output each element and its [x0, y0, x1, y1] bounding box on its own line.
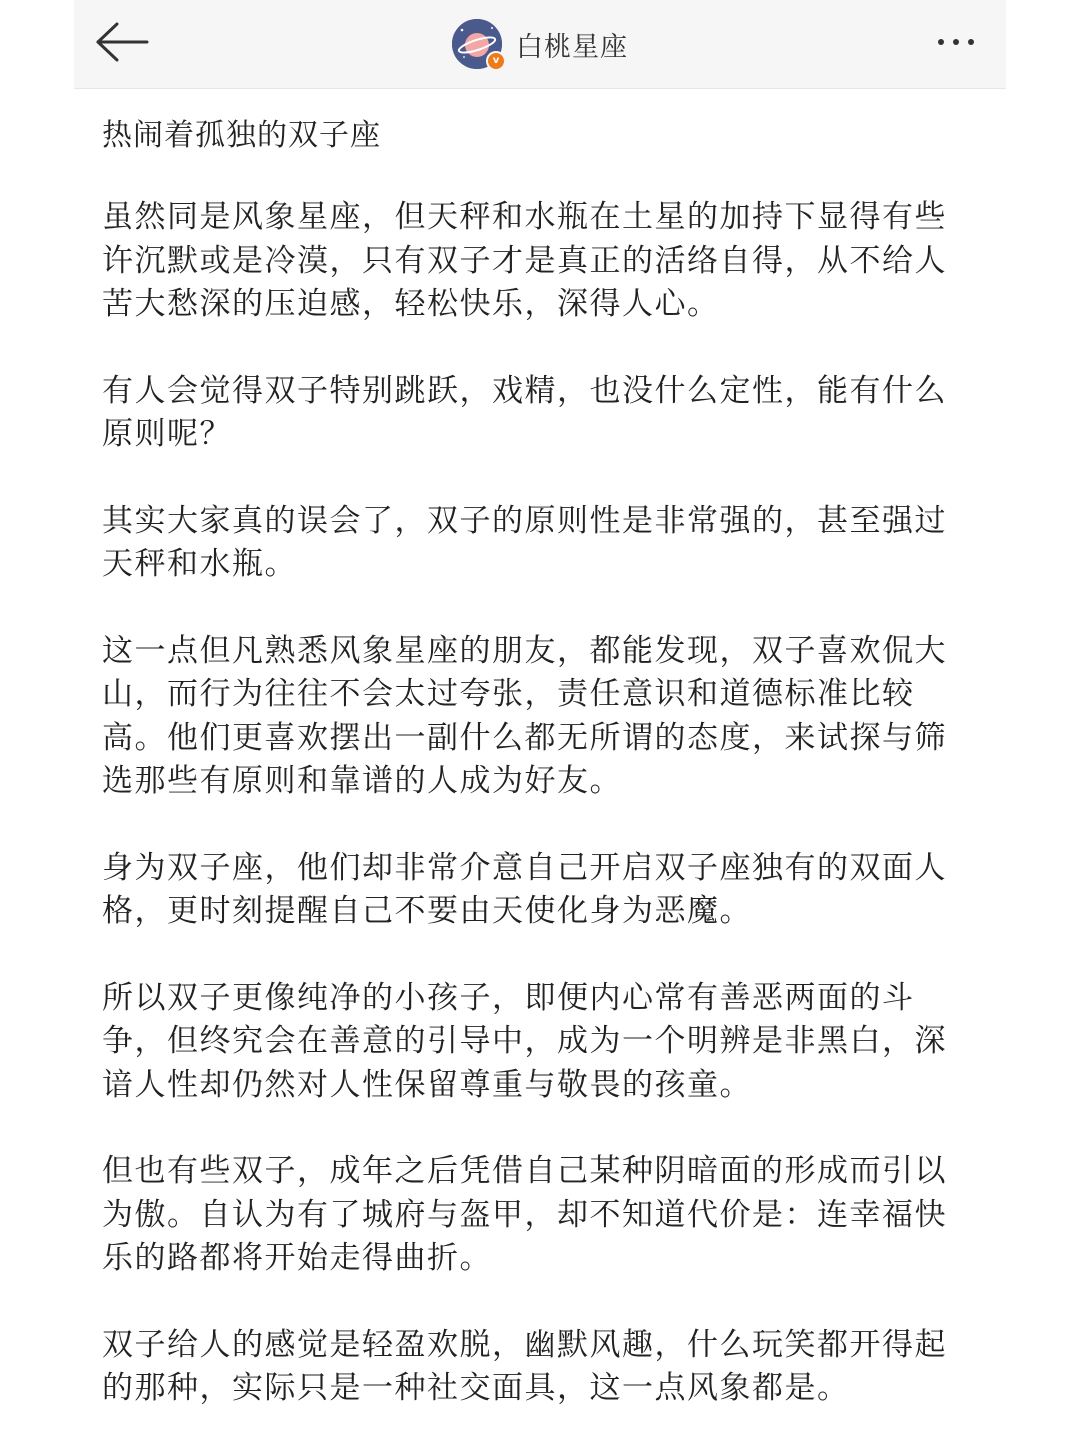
verified-badge: v	[486, 51, 506, 71]
back-button[interactable]	[94, 18, 150, 66]
more-dots-icon	[953, 39, 959, 45]
account-name[interactable]: 白桃星座	[516, 31, 628, 63]
arrow-left-icon	[95, 22, 149, 62]
article-paragraph: 身为双子座，他们却非常介意自己开启双子座独有的双面人格，更时刻提醒自己不要由天使化身为恶魔。	[102, 849, 947, 929]
article-paragraph: 但也有些双子，成年之后凭借自己某种阴暗面的形成而引以为傲。自认为有了城府与盔甲，却不知道代价是：连幸福快乐的路都将开始走得曲折。	[102, 1153, 947, 1276]
article-paragraph: 其实大家真的误会了，双子的原则性是非常强的，甚至强过天秤和水瓶。	[102, 502, 947, 582]
article-paragraph: 虽然同是风象星座，但天秤和水瓶在土星的加持下显得有些许沉默或是冷漠，只有双子才是真正的活络自得，从不给人苦大愁深的压迫感，轻松快乐，深得人心。	[102, 199, 947, 322]
article-paragraph: 有人会觉得双子特别跳跃，戏精，也没什么定性，能有什么原则呢？	[102, 372, 947, 452]
article-paragraph: 所以双子更像纯净的小孩子，即便内心常有善恶两面的斗争，但终究会在善意的引导中，成为一个明辨是非黑白，深谙人性却仍然对人性保留尊重与敬畏的孩童。	[102, 979, 947, 1103]
article-paragraph: 双子给人的感觉是轻盈欢脱，幽默风趣，什么玩笑都开得起的那种，实际只是一种社交面具，这一点风象都是。	[102, 1326, 947, 1406]
article-title: 热闹着孤独的双子座	[102, 118, 381, 153]
avatar[interactable]	[452, 19, 502, 69]
article-body	[102, 110, 962, 1454]
more-dots-icon	[968, 39, 974, 45]
more-dots-icon	[938, 39, 944, 45]
article-paragraph: 这一点但凡熟悉风象星座的朋友，都能发现，双子喜欢侃大山，而行为往往不会太过夸张，责任意识和道德标准比较高。他们更喜欢摆出一副什么都无所谓的态度，来试探与筛选那些有原则和靠谱的人成为好友。	[102, 632, 947, 799]
top-nav-bar	[74, 0, 1006, 89]
more-options-button[interactable]	[926, 22, 986, 62]
account-info[interactable]	[452, 14, 628, 74]
